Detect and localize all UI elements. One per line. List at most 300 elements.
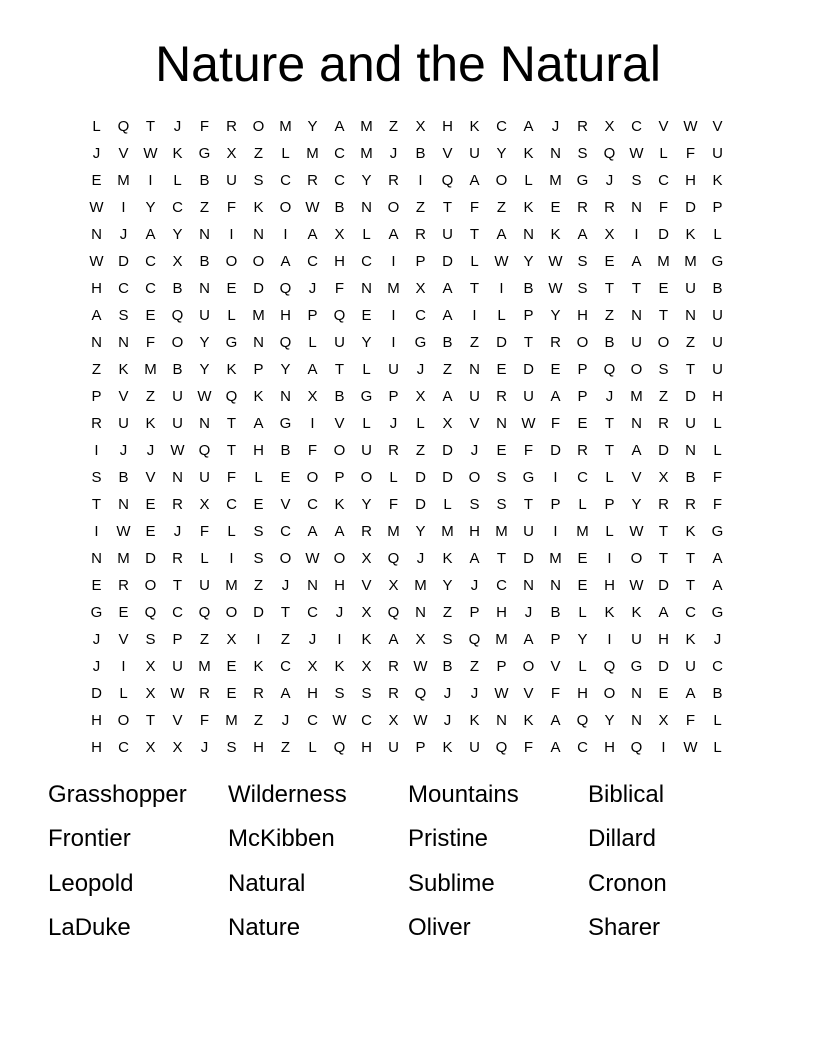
grid-letter: H (442, 118, 453, 135)
grid-letter: T (469, 280, 480, 297)
grid-letter: M (387, 523, 400, 540)
grid-letter: M (198, 658, 211, 675)
grid-letter: Y (604, 712, 615, 729)
grid-letter: B (199, 253, 210, 270)
grid-letter: G (711, 604, 724, 621)
grid-letter: Z (415, 199, 426, 216)
grid-letter: N (253, 226, 264, 243)
grid-letter: L (605, 523, 614, 540)
grid-letter: Q (225, 388, 238, 405)
grid-letter: A (442, 280, 453, 297)
grid-letter: W (683, 118, 698, 135)
grid-letter: H (253, 442, 264, 459)
grid-letter: C (361, 253, 372, 270)
grid-letter: F (145, 334, 156, 351)
grid-row (83, 275, 733, 302)
grid-letter: N (253, 334, 264, 351)
grid-letter: U (631, 334, 642, 351)
grid-letter: D (496, 334, 507, 351)
grid-row (83, 437, 733, 464)
grid-letter: E (253, 496, 264, 513)
grid-letter: F (199, 712, 210, 729)
grid-letter: D (658, 658, 669, 675)
grid-letter: O (576, 334, 589, 351)
grid-letter: Z (658, 388, 669, 405)
grid-letter: H (577, 685, 588, 702)
grid-letter: J (470, 577, 479, 594)
grid-letter: W (413, 658, 428, 675)
grid-letter: K (712, 172, 723, 189)
grid-letter: M (225, 577, 238, 594)
grid-letter: O (657, 334, 670, 351)
grid-letter: U (523, 388, 534, 405)
grid-letter: Z (91, 361, 102, 378)
grid-letter: J (119, 442, 128, 459)
grid-letter: Z (442, 604, 453, 621)
grid-row (83, 329, 733, 356)
grid-letter: K (145, 415, 156, 432)
grid-letter: C (496, 577, 507, 594)
grid-letter: A (712, 577, 723, 594)
grid-letter: W (116, 523, 131, 540)
grid-letter: F (685, 145, 696, 162)
grid-letter: F (307, 442, 318, 459)
grid-letter: I (121, 658, 126, 675)
grid-letter: B (442, 334, 453, 351)
grid-letter: N (199, 226, 210, 243)
grid-row (83, 194, 733, 221)
grid-letter: F (523, 442, 534, 459)
grid-letter: E (226, 658, 237, 675)
grid-letter: E (550, 361, 561, 378)
grid-letter: R (226, 118, 237, 135)
grid-letter: A (523, 631, 534, 648)
grid-letter: S (469, 496, 480, 513)
grid-letter: F (550, 685, 561, 702)
word-list (48, 777, 768, 954)
grid-letter: S (658, 361, 669, 378)
grid-letter: O (387, 199, 400, 216)
grid-letter: L (578, 658, 587, 675)
grid-letter: X (415, 388, 426, 405)
grid-letter: U (469, 388, 480, 405)
grid-letter: U (172, 415, 183, 432)
grid-row (83, 518, 733, 545)
word-list-item: Nature (228, 913, 301, 941)
grid-letter: I (472, 307, 477, 324)
grid-letter: A (307, 226, 318, 243)
grid-letter: J (551, 118, 560, 135)
grid-row (83, 167, 733, 194)
grid-letter: W (494, 685, 509, 702)
grid-letter: V (118, 145, 129, 162)
grid-letter: T (145, 118, 156, 135)
grid-letter: A (280, 685, 291, 702)
word-list-item: Leopold (48, 869, 134, 897)
grid-letter: B (442, 658, 453, 675)
grid-letter: Z (496, 199, 507, 216)
grid-letter: T (631, 280, 642, 297)
grid-row (83, 491, 733, 518)
grid-letter: O (603, 685, 616, 702)
grid-letter: C (226, 496, 237, 513)
grid-letter: F (712, 469, 723, 486)
grid-letter: R (361, 523, 372, 540)
grid-letter: Z (685, 334, 696, 351)
grid-letter: Q (387, 550, 400, 567)
grid-letter: X (658, 712, 669, 729)
grid-letter: K (685, 631, 696, 648)
grid-letter: B (685, 469, 696, 486)
grid-letter: I (553, 469, 558, 486)
grid-letter: C (145, 280, 156, 297)
grid-letter: G (279, 415, 292, 432)
grid-letter: P (577, 388, 588, 405)
grid-letter: Q (198, 604, 211, 621)
grid-letter: I (337, 631, 342, 648)
grid-letter: Q (279, 280, 292, 297)
grid-letter: K (523, 712, 534, 729)
grid-letter: R (685, 496, 696, 513)
word-list-item: McKibben (228, 825, 335, 853)
grid-letter: B (172, 361, 183, 378)
grid-letter: L (713, 739, 722, 756)
grid-letter: M (441, 523, 454, 540)
grid-letter: F (658, 199, 669, 216)
grid-letter: R (415, 226, 426, 243)
grid-letter: E (91, 172, 102, 189)
grid-letter: N (307, 577, 318, 594)
grid-letter: L (281, 145, 290, 162)
grid-letter: Z (469, 334, 480, 351)
grid-letter: J (605, 388, 614, 405)
grid-letter: X (145, 739, 156, 756)
grid-letter: N (91, 334, 102, 351)
grid-letter: B (415, 145, 426, 162)
grid-letter: H (604, 739, 615, 756)
grid-letter: J (92, 145, 101, 162)
grid-letter: O (117, 712, 130, 729)
grid-letter: S (496, 496, 507, 513)
grid-letter: G (225, 334, 238, 351)
grid-row (83, 599, 733, 626)
grid-letter: A (712, 550, 723, 567)
grid-letter: J (605, 172, 614, 189)
grid-letter: A (550, 388, 561, 405)
grid-letter: C (280, 523, 291, 540)
grid-letter: J (389, 415, 398, 432)
grid-row (83, 302, 733, 329)
grid-letter: U (712, 145, 723, 162)
grid-letter: J (146, 442, 155, 459)
grid-letter: U (226, 172, 237, 189)
grid-letter: R (577, 442, 588, 459)
grid-letter: X (604, 226, 615, 243)
grid-letter: P (172, 631, 183, 648)
grid-letter: I (391, 307, 396, 324)
grid-letter: U (523, 523, 534, 540)
grid-letter: H (91, 712, 102, 729)
grid-letter: M (144, 361, 157, 378)
grid-letter: C (145, 253, 156, 270)
grid-letter: S (253, 550, 264, 567)
grid-letter: M (549, 550, 562, 567)
grid-letter: Z (199, 631, 210, 648)
grid-letter: D (145, 550, 156, 567)
grid-letter: M (630, 388, 643, 405)
word-list-item: Sharer (588, 913, 661, 941)
grid-letter: L (443, 496, 452, 513)
grid-letter: N (631, 307, 642, 324)
grid-letter: S (577, 253, 588, 270)
grid-letter: E (658, 685, 669, 702)
grid-letter: U (199, 307, 210, 324)
grid-letter: P (469, 604, 480, 621)
grid-letter: K (442, 550, 453, 567)
grid-letter: U (469, 145, 480, 162)
grid-letter: Y (523, 253, 534, 270)
grid-letter: O (252, 253, 265, 270)
grid-letter: K (631, 604, 642, 621)
grid-letter: L (497, 307, 506, 324)
grid-letter: N (199, 280, 210, 297)
grid-letter: E (226, 685, 237, 702)
grid-letter: M (306, 145, 319, 162)
grid-letter: P (550, 496, 561, 513)
grid-letter: Y (280, 361, 291, 378)
grid-letter: Y (199, 334, 210, 351)
grid-letter: E (604, 253, 615, 270)
word-list-item: Natural (228, 869, 306, 897)
grid-letter: L (308, 334, 317, 351)
grid-letter: R (496, 388, 507, 405)
word-list-item: LaDuke (48, 913, 131, 941)
grid-letter: O (225, 604, 238, 621)
grid-letter: A (469, 172, 480, 189)
grid-letter: R (577, 199, 588, 216)
grid-letter: J (92, 631, 101, 648)
grid-letter: J (470, 685, 479, 702)
grid-letter: L (659, 145, 668, 162)
grid-letter: I (148, 172, 153, 189)
grid-letter: R (658, 415, 669, 432)
grid-letter: W (548, 280, 563, 297)
grid-letter: S (442, 631, 453, 648)
grid-letter: Z (442, 361, 453, 378)
grid-letter: A (631, 253, 642, 270)
grid-letter: F (550, 415, 561, 432)
grid-letter: S (253, 523, 264, 540)
grid-letter: T (523, 334, 534, 351)
grid-letter: M (387, 280, 400, 297)
grid-letter: A (307, 361, 318, 378)
grid-letter: J (335, 604, 344, 621)
grid-letter: R (388, 442, 399, 459)
grid-letter: K (469, 118, 480, 135)
grid-letter: P (604, 496, 615, 513)
grid-letter: G (522, 469, 535, 486)
grid-letter: D (91, 685, 102, 702)
grid-letter: L (362, 415, 371, 432)
grid-letter: L (227, 307, 236, 324)
grid-letter: F (226, 469, 237, 486)
grid-letter: S (226, 739, 237, 756)
grid-letter: J (281, 577, 290, 594)
grid-letter: G (630, 658, 643, 675)
grid-letter: Z (388, 118, 399, 135)
grid-row (83, 572, 733, 599)
grid-letter: K (253, 658, 264, 675)
grid-letter: T (658, 550, 669, 567)
grid-letter: A (388, 631, 399, 648)
grid-letter: V (118, 631, 129, 648)
grid-letter: L (362, 226, 371, 243)
grid-letter: L (470, 253, 479, 270)
grid-letter: N (685, 442, 696, 459)
grid-letter: V (631, 469, 642, 486)
grid-letter: T (334, 361, 345, 378)
grid-letter: D (523, 361, 534, 378)
grid-letter: O (279, 199, 292, 216)
grid-letter: Q (414, 685, 427, 702)
grid-letter: J (173, 523, 182, 540)
grid-letter: C (307, 496, 318, 513)
grid-letter: T (91, 496, 102, 513)
grid-letter: J (200, 739, 209, 756)
grid-letter: Y (496, 145, 507, 162)
grid-letter: E (577, 550, 588, 567)
grid-row (83, 707, 733, 734)
grid-letter: J (281, 712, 290, 729)
grid-letter: G (360, 388, 373, 405)
grid-letter: U (388, 739, 399, 756)
grid-letter: C (307, 253, 318, 270)
grid-letter: X (226, 145, 237, 162)
grid-letter: I (391, 334, 396, 351)
grid-letter: G (198, 145, 211, 162)
grid-row (83, 680, 733, 707)
grid-letter: W (89, 199, 104, 216)
grid-letter: K (550, 226, 561, 243)
grid-letter: H (280, 307, 291, 324)
grid-letter: A (253, 415, 264, 432)
grid-letter: O (360, 469, 373, 486)
grid-letter: U (172, 658, 183, 675)
grid-letter: D (523, 550, 534, 567)
grid-letter: C (415, 307, 426, 324)
grid-letter: K (334, 496, 345, 513)
grid-letter: E (577, 415, 588, 432)
grid-letter: F (712, 496, 723, 513)
grid-letter: U (334, 334, 345, 351)
grid-letter: I (283, 226, 288, 243)
grid-letter: C (307, 712, 318, 729)
grid-letter: Z (415, 442, 426, 459)
grid-letter: X (388, 712, 399, 729)
grid-letter: M (657, 253, 670, 270)
grid-letter: V (334, 415, 345, 432)
grid-letter: O (252, 118, 265, 135)
grid-letter: A (280, 253, 291, 270)
grid-letter: N (631, 712, 642, 729)
grid-letter: M (360, 118, 373, 135)
word-list-item: Dillard (588, 825, 657, 853)
grid-letter: K (442, 739, 453, 756)
grid-letter: X (604, 118, 615, 135)
grid-letter: N (199, 415, 210, 432)
grid-letter: D (658, 442, 669, 459)
grid-letter: F (685, 712, 696, 729)
grid-letter: U (685, 658, 696, 675)
grid-letter: Y (415, 523, 426, 540)
grid-letter: N (631, 415, 642, 432)
grid-letter: L (713, 226, 722, 243)
grid-letter: R (307, 172, 318, 189)
grid-letter: S (577, 145, 588, 162)
grid-letter: C (361, 712, 372, 729)
grid-letter: X (145, 685, 156, 702)
grid-letter: L (227, 523, 236, 540)
grid-letter: Q (279, 334, 292, 351)
grid-letter: C (712, 658, 723, 675)
grid-letter: D (253, 604, 264, 621)
grid-letter: M (360, 145, 373, 162)
grid-letter: R (199, 685, 210, 702)
grid-letter: O (171, 334, 184, 351)
grid-letter: M (252, 307, 265, 324)
grid-letter: T (226, 415, 237, 432)
grid-letter: F (523, 739, 534, 756)
grid-letter: N (631, 199, 642, 216)
grid-letter: D (442, 469, 453, 486)
grid-letter: H (685, 172, 696, 189)
grid-letter: P (415, 253, 426, 270)
grid-letter: X (361, 604, 372, 621)
grid-letter: H (307, 685, 318, 702)
grid-letter: G (711, 253, 724, 270)
grid-letter: Z (253, 145, 264, 162)
grid-letter: U (199, 469, 210, 486)
grid-letter: K (685, 226, 696, 243)
grid-letter: N (550, 577, 561, 594)
grid-letter: E (361, 307, 372, 324)
grid-letter: S (334, 685, 345, 702)
grid-letter: A (550, 712, 561, 729)
grid-letter: O (468, 469, 481, 486)
grid-letter: N (496, 415, 507, 432)
grid-letter: Q (495, 739, 508, 756)
grid-letter: H (469, 523, 480, 540)
grid-letter: A (658, 604, 669, 621)
grid-letter: I (607, 631, 612, 648)
grid-letter: U (685, 280, 696, 297)
grid-letter: R (172, 550, 183, 567)
grid-letter: L (578, 496, 587, 513)
grid-letter: U (712, 361, 723, 378)
grid-letter: X (307, 658, 318, 675)
grid-letter: T (658, 523, 669, 540)
grid-letter: C (577, 469, 588, 486)
grid-letter: X (361, 550, 372, 567)
grid-letter: T (145, 712, 156, 729)
grid-letter: B (712, 280, 723, 297)
grid-letter: V (118, 388, 129, 405)
grid-letter: C (118, 280, 129, 297)
grid-letter: Y (631, 496, 642, 513)
grid-letter: U (712, 307, 723, 324)
grid-letter: L (713, 442, 722, 459)
grid-letter: I (229, 550, 234, 567)
